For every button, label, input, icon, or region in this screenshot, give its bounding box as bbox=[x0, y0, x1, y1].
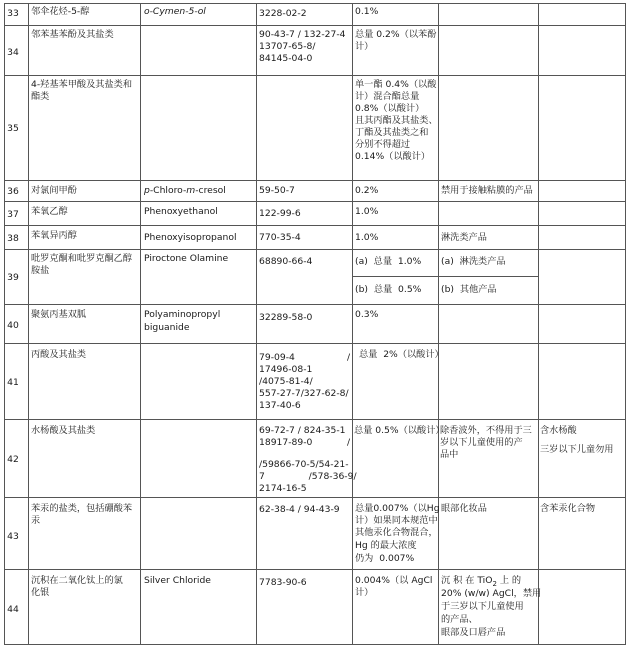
column-divider bbox=[140, 3, 141, 644]
row-number: 42 bbox=[7, 454, 19, 465]
cas-number: 7 /578-36-9/ bbox=[259, 471, 357, 482]
max-concentration: 1.0% bbox=[355, 206, 379, 217]
row-number: 44 bbox=[7, 604, 19, 615]
row-divider bbox=[4, 25, 626, 26]
column-divider bbox=[256, 3, 257, 644]
chinese-name: 苯氧乙醇 bbox=[31, 206, 68, 217]
max-concentration: 且其丙酯及其盐类、 bbox=[355, 115, 438, 126]
max-concentration: 计）如果同本规范中 bbox=[355, 515, 438, 526]
usage-condition: 于三岁以下儿童使用 bbox=[441, 601, 524, 612]
cas-number: 59-50-7 bbox=[259, 185, 295, 196]
max-concentration: (a) 总量 1.0% bbox=[355, 256, 422, 267]
max-concentration: Hg 的最大浓度 bbox=[355, 540, 417, 551]
row-divider bbox=[4, 225, 626, 226]
max-concentration: 其他汞化合物混合， bbox=[355, 527, 438, 538]
max-concentration: 计） bbox=[355, 41, 374, 52]
english-name-part: -Chloro- bbox=[149, 185, 187, 196]
table-border bbox=[4, 3, 626, 4]
row-number: 33 bbox=[7, 8, 19, 19]
usage-condition: 禁用于接触粘膜的产品 bbox=[441, 185, 533, 196]
max-concentration: 总量0.007%（以Hg bbox=[355, 503, 440, 514]
english-name: Polyaminopropyl bbox=[144, 309, 221, 320]
cas-number: 13707-65-8/ bbox=[259, 41, 316, 52]
max-concentration: 0.004%（以 AgCl bbox=[355, 575, 433, 586]
english-name: Silver Chloride bbox=[144, 575, 211, 586]
row-number: 36 bbox=[7, 186, 19, 197]
row-number: 37 bbox=[7, 209, 19, 220]
max-concentration: 0.14%（以酸计） bbox=[355, 151, 431, 162]
usage-condition: (b) 其他产品 bbox=[441, 284, 497, 295]
english-name-part: m bbox=[186, 185, 196, 196]
usage-condition: 品中 bbox=[440, 449, 459, 460]
cas-number: 770-35-4 bbox=[259, 232, 301, 243]
row-sub-divider bbox=[352, 276, 539, 277]
cas-number: 557-27-7/327-62-8/ bbox=[259, 388, 349, 399]
row-divider bbox=[4, 249, 626, 250]
chinese-name: 汞 bbox=[31, 515, 41, 526]
max-concentration: 0.8%（以酸计） bbox=[355, 103, 425, 114]
cas-number: 137-40-6 bbox=[259, 400, 301, 411]
max-concentration: 总量 0.5%（以酸计） bbox=[354, 425, 445, 436]
row-divider bbox=[4, 201, 626, 202]
usage-condition-subscript: 2 bbox=[492, 579, 497, 588]
max-concentration: 丁酯及其盐类之和 bbox=[355, 127, 429, 138]
english-name: Phenoxyethanol bbox=[144, 206, 218, 217]
column-divider bbox=[538, 3, 539, 644]
chinese-name: 对氯间甲酚 bbox=[31, 185, 77, 196]
cas-number: 3228-02-2 bbox=[259, 8, 307, 19]
chinese-name: 苯氧异丙醇 bbox=[31, 230, 77, 241]
warning-text: 含水杨酸 bbox=[540, 425, 577, 436]
row-divider bbox=[4, 304, 626, 305]
cas-number: 2174-16-5 bbox=[259, 483, 307, 494]
chinese-name: 酯类 bbox=[31, 91, 50, 102]
cas-number: 17496-08-1 bbox=[259, 364, 313, 375]
english-name: o-Cymen-5-ol bbox=[144, 6, 206, 17]
cas-separator: / bbox=[347, 437, 351, 448]
cas-number: 79-09-4 bbox=[259, 352, 295, 363]
chinese-name: 聚氨丙基双胍 bbox=[31, 309, 87, 320]
row-divider bbox=[4, 497, 626, 498]
cas-number: 68890-66-4 bbox=[259, 256, 313, 267]
usage-condition: 淋洗类产品 bbox=[441, 232, 487, 243]
max-concentration: 0.2% bbox=[355, 185, 379, 196]
english-name-part: -cresol bbox=[195, 185, 226, 196]
english-name: biguanide bbox=[144, 322, 190, 333]
usage-condition: 眼部化妆品 bbox=[441, 503, 487, 514]
chinese-name: 邻伞花烃-5-醇 bbox=[31, 6, 90, 17]
english-name bbox=[144, 185, 226, 197]
usage-condition: 20% (w/w) AgCl，禁用 bbox=[441, 588, 542, 599]
row-number: 38 bbox=[7, 233, 19, 244]
english-name: Piroctone Olamine bbox=[144, 253, 229, 264]
cas-number: /4075-81-4/ bbox=[259, 376, 313, 387]
chinese-name: 邻苯基苯酚及其盐类 bbox=[31, 29, 114, 40]
chinese-name: 苯汞的盐类，包括硼酸苯 bbox=[31, 503, 133, 514]
usage-condition-part: 沉 积 在 TiO bbox=[441, 575, 493, 586]
max-concentration: 计）混合酯总量 bbox=[355, 91, 420, 102]
warning-text: 含苯汞化合物 bbox=[540, 503, 596, 514]
warning-text: 三岁以下儿童勿用 bbox=[540, 444, 614, 455]
max-concentration: 计） bbox=[355, 587, 374, 598]
row-divider bbox=[4, 419, 626, 420]
usage-condition: 的产品、 bbox=[441, 614, 478, 625]
table-border bbox=[625, 3, 626, 644]
chinese-name: 水杨酸及其盐类 bbox=[31, 425, 96, 436]
row-divider bbox=[4, 75, 626, 76]
usage-condition-part: 上 的 bbox=[496, 575, 522, 586]
cas-separator: / bbox=[347, 352, 351, 363]
row-number: 35 bbox=[7, 123, 19, 134]
max-concentration: 总量 0.2%（以苯酚 bbox=[355, 29, 437, 40]
max-concentration: (b) 总量 0.5% bbox=[355, 284, 422, 295]
cas-number: 7783-90-6 bbox=[259, 577, 307, 588]
chinese-name: 4-羟基苯甲酸及其盐类和 bbox=[31, 79, 133, 90]
max-concentration: 仍为 0.007% bbox=[355, 553, 415, 564]
cas-number: 90-43-7 / 132-27-4 bbox=[259, 29, 346, 40]
cas-number: 69-72-7 / 824-35-1 bbox=[259, 425, 346, 436]
row-divider bbox=[4, 343, 626, 344]
cas-number: 62-38-4 / 94-43-9 bbox=[259, 504, 340, 515]
max-concentration: 分别不得超过 bbox=[355, 139, 411, 150]
usage-condition: 眼部及口唇产品 bbox=[441, 627, 506, 638]
row-number: 43 bbox=[7, 531, 19, 542]
max-concentration: 0.3% bbox=[355, 309, 379, 320]
table-border bbox=[4, 644, 626, 645]
row-divider bbox=[4, 180, 626, 181]
row-divider bbox=[4, 569, 626, 570]
cas-number: 32289-58-0 bbox=[259, 312, 313, 323]
cas-number: 84145-04-0 bbox=[259, 53, 313, 64]
max-concentration: 单一酯 0.4%（以酸 bbox=[355, 79, 437, 90]
column-divider bbox=[352, 3, 353, 644]
cas-number: 122-99-6 bbox=[259, 208, 301, 219]
chinese-name: 吡罗克酮和吡罗克酮乙醇 bbox=[31, 253, 133, 264]
max-concentration: 1.0% bbox=[355, 232, 379, 243]
chinese-name: 胺盐 bbox=[31, 265, 50, 276]
english-name-part: p bbox=[144, 185, 150, 196]
column-divider bbox=[438, 3, 439, 644]
usage-condition: 岁以下儿童使用的产 bbox=[440, 437, 523, 448]
chinese-name: 丙酸及其盐类 bbox=[31, 349, 87, 360]
english-name: Phenoxyisopropanol bbox=[144, 232, 237, 243]
usage-condition: (a) 淋洗类产品 bbox=[441, 256, 506, 267]
chinese-name: 沉积在二氧化钛上的氯 bbox=[31, 575, 123, 586]
cas-number: 18917-89-0 bbox=[259, 437, 313, 448]
cas-number: /59866-70-5/54-21- bbox=[259, 459, 349, 470]
row-number: 40 bbox=[7, 320, 19, 331]
max-concentration: 总量 2%（以酸计） bbox=[359, 349, 444, 360]
max-concentration: 0.1% bbox=[355, 6, 379, 17]
row-number: 34 bbox=[7, 47, 19, 58]
row-number: 39 bbox=[7, 272, 19, 283]
chinese-name: 化银 bbox=[31, 587, 50, 598]
row-number: 41 bbox=[7, 377, 19, 388]
usage-condition: 除香波外，不得用于三 bbox=[440, 425, 532, 436]
column-divider bbox=[28, 3, 29, 644]
